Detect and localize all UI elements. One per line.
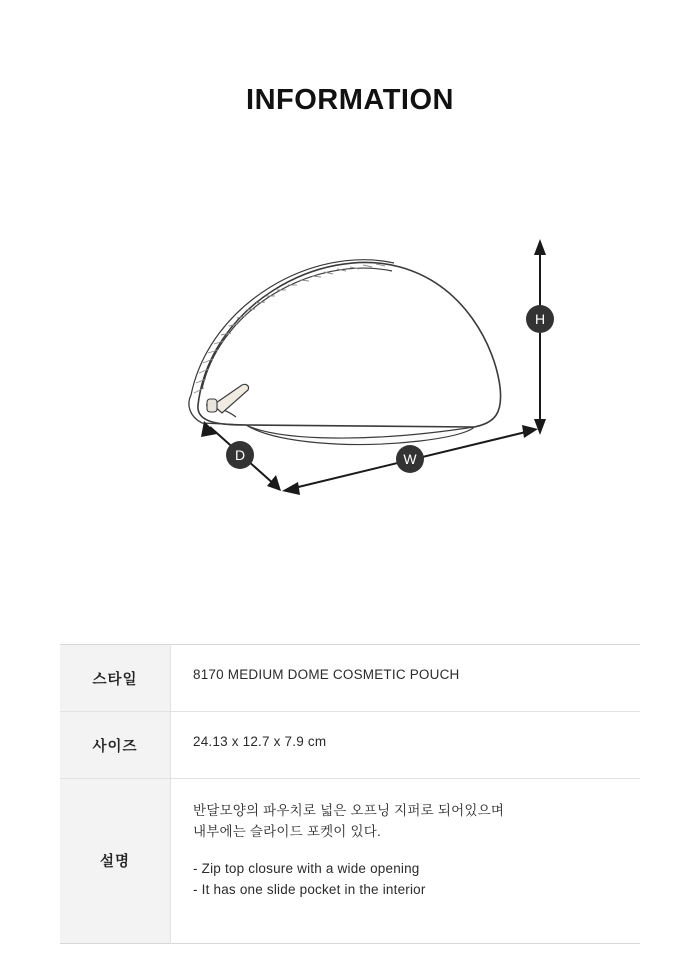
specification-table [60,644,640,944]
table-row [60,779,640,944]
product-dimension-figure [0,227,700,557]
description-line-2: 내부에는 슬라이드 포켓이 있다. [193,823,381,839]
width-label: W [403,451,417,467]
page-title: INFORMATION [246,84,454,116]
description-line-1: 반달모양의 파우치로 넓은 오프닝 지퍼로 되어있으며 [193,803,505,818]
spec-label-style: 스타일 [60,645,171,712]
height-label: H [534,311,546,327]
spec-value-description [171,779,641,944]
depth-label: D [234,447,246,463]
information-page [0,84,700,969]
depth-dimension [201,421,281,491]
spec-value-size: 24.13 x 12.7 x 7.9 cm [193,734,327,749]
spec-label-description: 설명 [60,779,171,944]
height-dimension [526,239,554,435]
spec-label-size: 사이즈 [60,712,171,779]
description-line-3: - Zip top closure with a wide opening [193,860,420,876]
pouch-diagram-svg [70,227,630,557]
pouch-illustration [189,260,501,445]
table-row [60,712,640,779]
description-spacer [193,843,618,859]
spec-value-style: 8170 MEDIUM DOME COSMETIC POUCH [193,667,460,682]
table-row [60,645,640,712]
description-line-4: - It has one slide pocket in the interior [193,881,426,897]
